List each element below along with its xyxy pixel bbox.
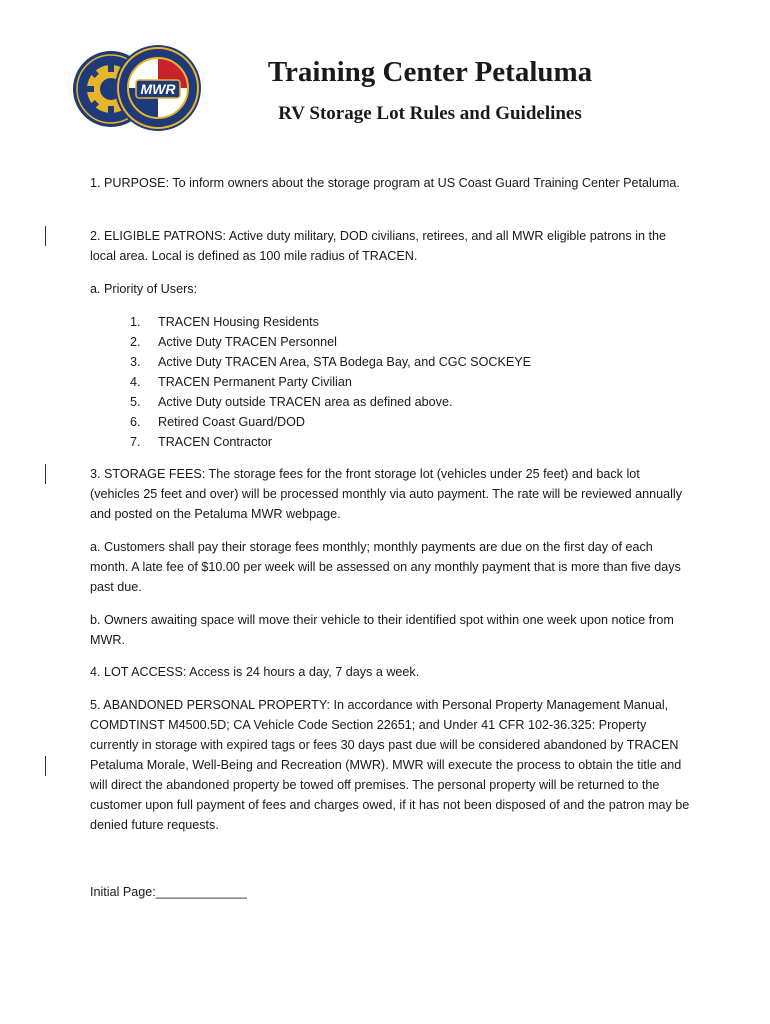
list-item: 2. Active Duty TRACEN Personnel [130, 335, 337, 349]
lot-access-paragraph: 4. LOT ACCESS: Access is 24 hours a day, 7 days a week. [90, 665, 420, 679]
logos [72, 44, 204, 134]
list-item: 1. TRACEN Housing Residents [130, 315, 319, 329]
fees-a-paragraph: a. Customers shall pay their storage fees monthly; monthly payments are due on the first day of each month. A late fee of $10.00 per week will be assessed on any monthly payment that is more than five days past due. [90, 540, 681, 594]
tracen-mwr-seal [114, 44, 202, 132]
list-item: 4. TRACEN Permanent Party Civilian [130, 375, 352, 389]
list-item: 5. Active Duty outside TRACEN area as defined above. [130, 395, 453, 409]
priority-list [130, 312, 531, 452]
page-subtitle: RV Storage Lot Rules and Guidelines [278, 103, 582, 124]
eligible-patrons-paragraph: 2. ELIGIBLE PATRONS: Active duty military, DOD civilians, retirees, and all MWR eligible patrons in the local area. Local is defined as 100 mile radius of TRACEN. [90, 229, 667, 263]
fees-b-paragraph: b. Owners awaiting space will move their vehicle to their identified spot within one week upon notice from MWR. [90, 613, 674, 647]
purpose-paragraph: 1. PURPOSE: To inform owners about the storage program at US Coast Guard Training Center Petaluma. [90, 176, 680, 190]
page-title: Training Center Petaluma [267, 56, 593, 88]
storage-fees-paragraph: 3. STORAGE FEES: The storage fees for the front storage lot (vehicles under 25 feet) and back lot (vehicles 25 feet and over) will be processed monthly via auto payment. The rate will be reviewed annually and posted on the Petaluma MWR webpage. [90, 467, 682, 521]
initial-page-line: Initial Page:_____________ [90, 885, 247, 899]
list-item: 7. TRACEN Contractor [130, 435, 273, 449]
mwr-badge-text: MWR [140, 81, 176, 97]
revision-bar [45, 226, 46, 246]
priority-heading: a. Priority of Users: [90, 282, 198, 296]
list-item: 6. Retired Coast Guard/DOD [130, 415, 305, 429]
abandoned-property-paragraph: 5. ABANDONED PERSONAL PROPERTY: In accordance with Personal Property Management Manual, COMDTINST M4500.5D; CA Vehicle Code Section 22651; and Under 41 CFR 102-36.325: Property currently in storage with expired tags or fees 30 days past due will be considered abandoned by TRACEN Petaluma Morale, Well-Being and Recreation (MWR). MWR will execute the process to obtain the title and will direct the abandoned property be towed off premises. The personal property will be returned to the customer upon full payment of fees and charges owed, if it has not been disposed of and the patron may be denied future requests. [90, 698, 690, 832]
revision-bar [45, 756, 46, 776]
list-item: 3. Active Duty TRACEN Area, STA Bodega Bay, and CGC SOCKEYE [130, 355, 532, 369]
revision-bar [45, 464, 46, 484]
